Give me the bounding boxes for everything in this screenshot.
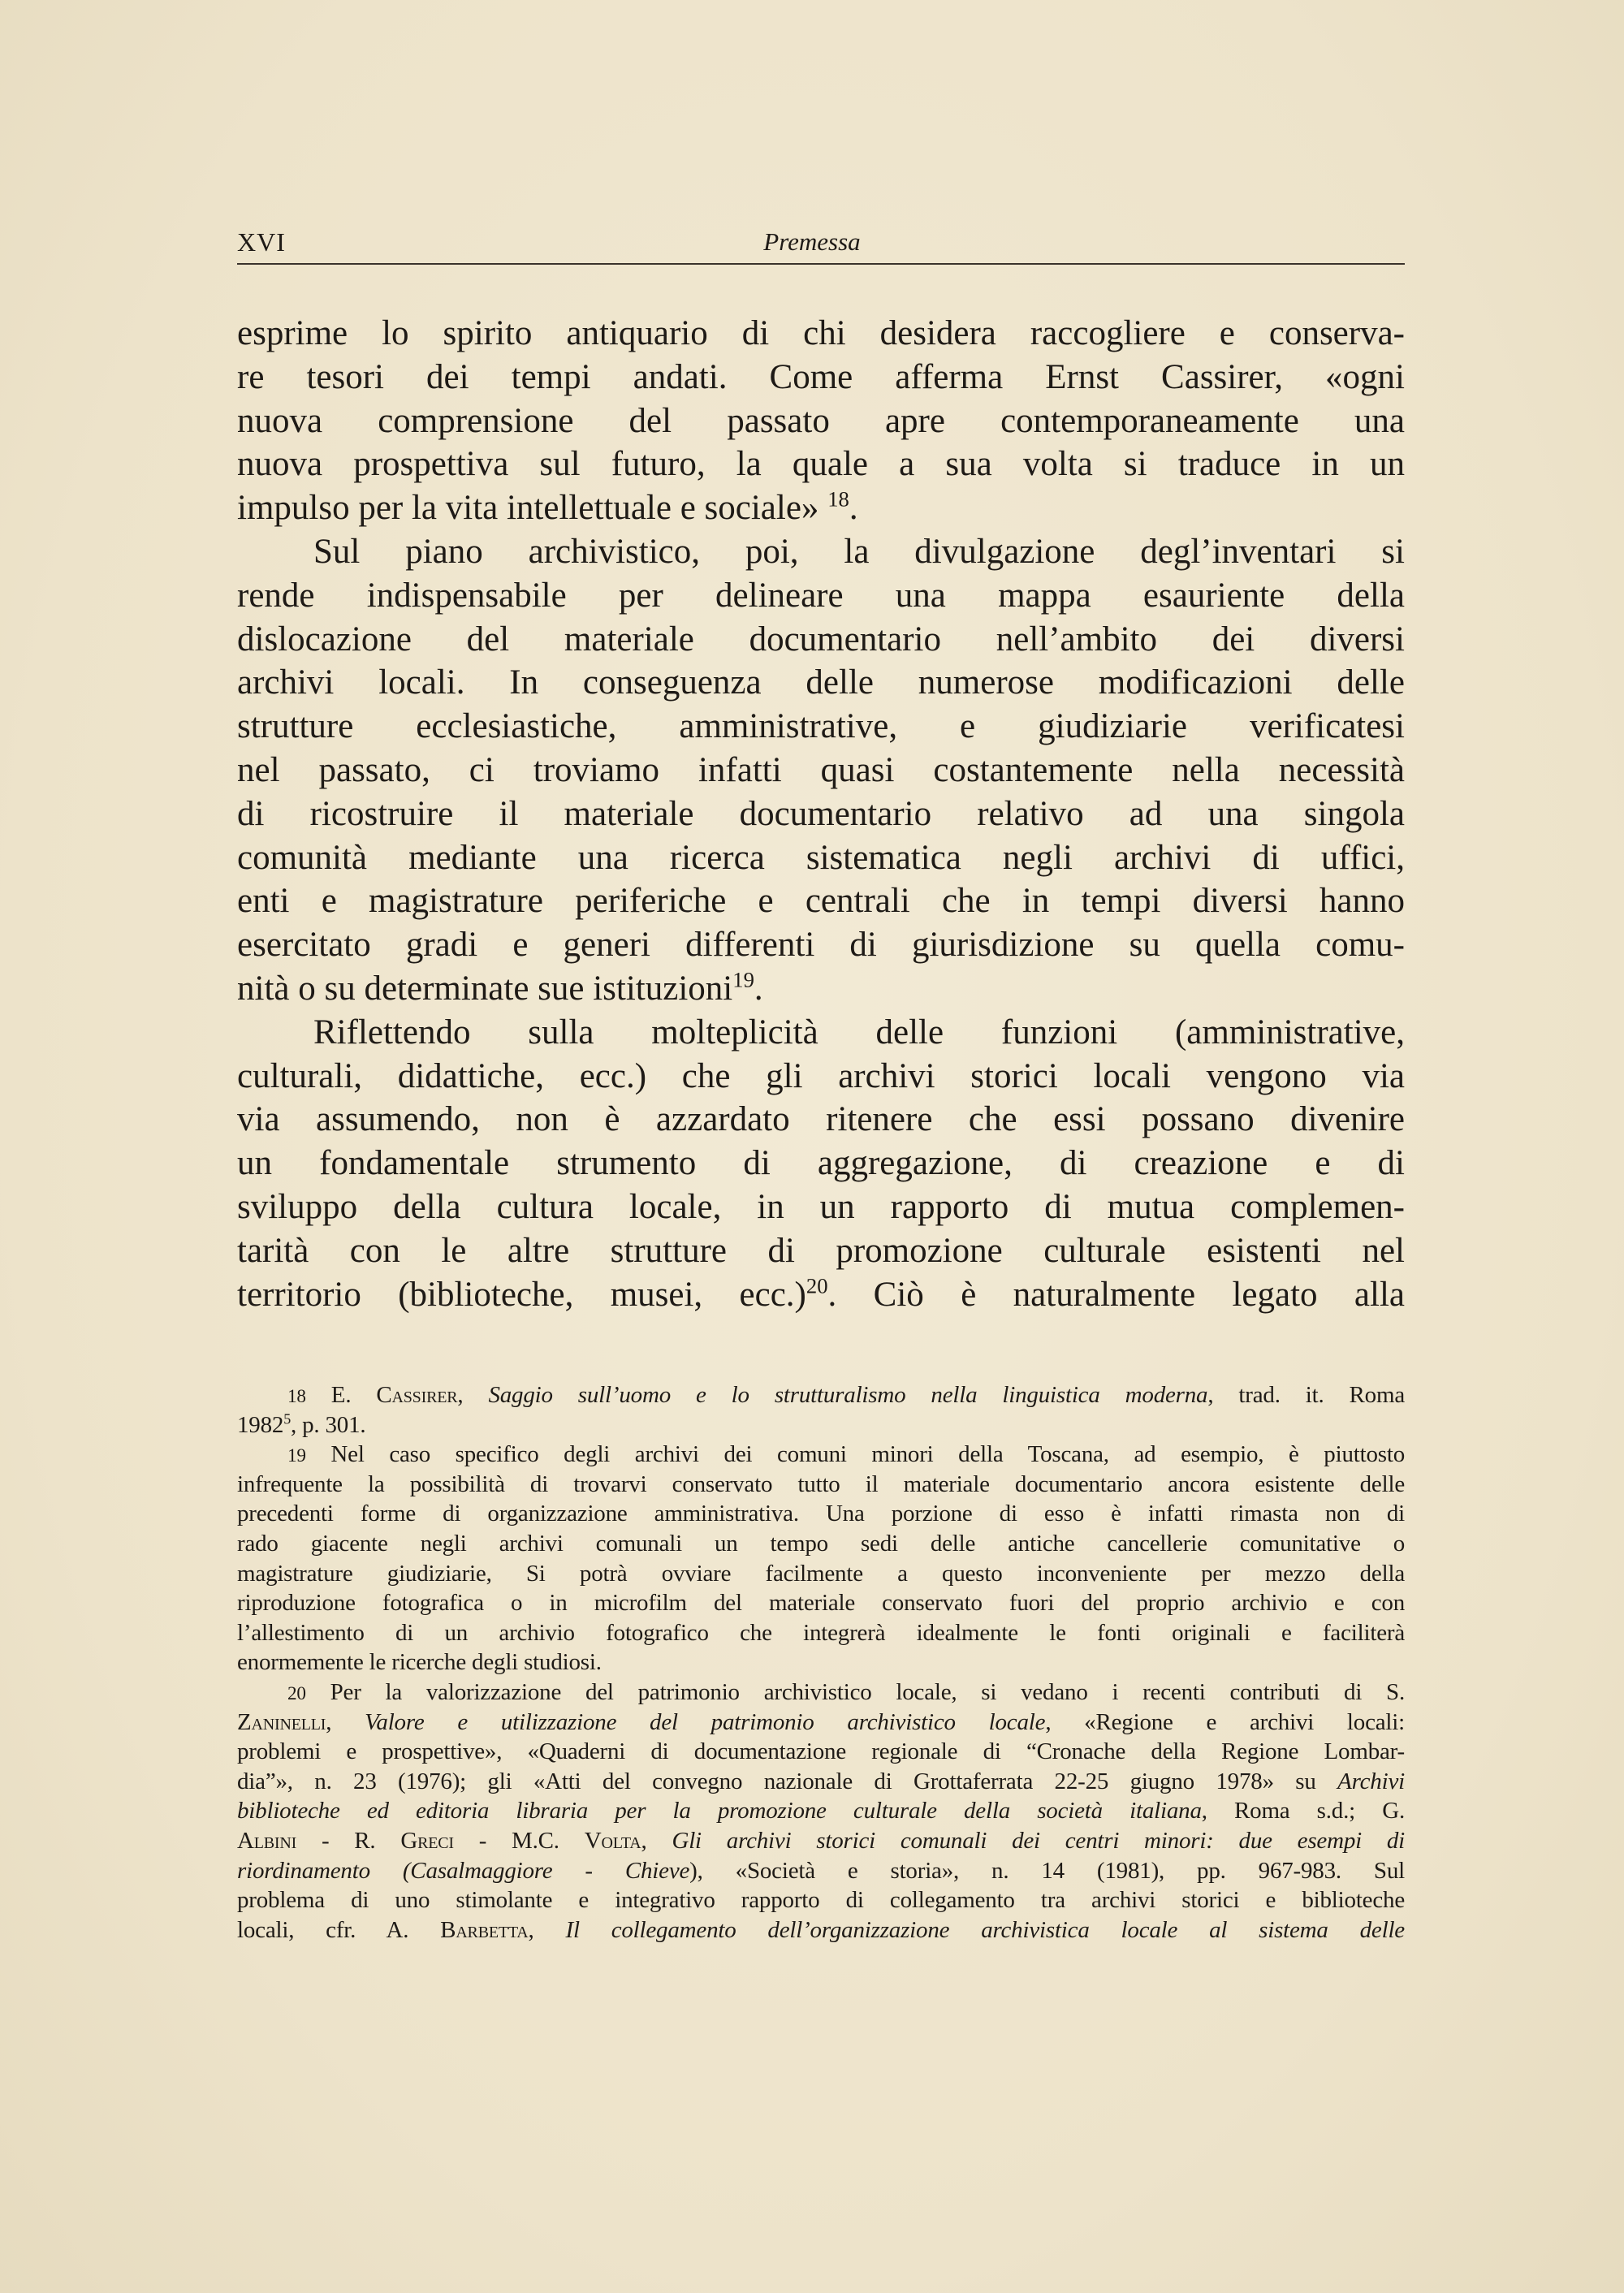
- body-line: [237, 1229, 1405, 1273]
- text-segment: problema di uno stimolante e integrativo rapporto di collegamento tra archivi storici e biblioteche: [237, 1887, 1405, 1914]
- footnote-line: [237, 1737, 1405, 1767]
- text-segment: strutture ecclesiastiche, amministrative, e giudiziarie verificatesi: [237, 707, 1405, 746]
- body-line: [237, 661, 1405, 705]
- body-line: [237, 312, 1405, 356]
- page-number: XVI: [237, 227, 286, 257]
- text-segment: enormemente le ricerche degli studiosi.: [237, 1649, 602, 1676]
- body-line: [237, 443, 1405, 486]
- footnote-line: [237, 1410, 1405, 1440]
- footnote-line: [237, 1885, 1405, 1915]
- body-line: [237, 749, 1405, 792]
- body-line: [237, 792, 1405, 836]
- italic-text: Archivi: [1337, 1768, 1405, 1794]
- italic-text: Valore e utilizzazione del patrimonio archivistico locale: [365, 1708, 1046, 1735]
- text-segment: via assumendo, non è azzardato ritenere che essi possano divenire: [237, 1100, 1405, 1139]
- body-line: [237, 574, 1405, 618]
- author-name: Albini: [237, 1828, 297, 1854]
- text-segment: , «Regione e archivi locali:: [1045, 1708, 1406, 1735]
- footnote-line: [237, 1678, 1405, 1709]
- footnote-line: [237, 1529, 1405, 1559]
- body-line: [237, 356, 1405, 399]
- text-segment: dislocazione del materiale documentario nell’ambito dei diversi: [237, 620, 1405, 659]
- text-segment: riproduzione fotografica o in microfilm del materiale conservato fuori del proprio archivio e con: [237, 1590, 1405, 1617]
- footnote-line: [237, 1559, 1405, 1589]
- text-segment: l’allestimento di un archivio fotografico che integrerà idealmente le fonti originali e faciliterà: [237, 1619, 1405, 1646]
- footnote-ref: 5: [283, 1410, 291, 1427]
- body-line: [237, 923, 1405, 967]
- footnote-ref: 20: [287, 1683, 306, 1704]
- text-segment: Per la valorizzazione del patrimonio archivistico locale, si vedano i recenti contributi di S.: [305, 1679, 1405, 1705]
- body-line: [237, 1142, 1405, 1185]
- italic-text: biblioteche ed editoria libraria per la promozione culturale della società italiana: [237, 1798, 1202, 1824]
- text-segment: nuova comprensione del passato apre contemporaneamente una: [237, 401, 1405, 440]
- text-segment: sviluppo della cultura locale, in un rapporto di mutua complemen-: [237, 1188, 1405, 1226]
- text-segment: - M.C.: [453, 1828, 585, 1854]
- body-line: [237, 1055, 1405, 1099]
- text-segment: , p. 301.: [291, 1411, 366, 1438]
- footnote-ref: 18: [827, 486, 849, 512]
- text-segment: di ricostruire il materiale documentario relativo ad una singola: [237, 794, 1405, 833]
- footnote-line: [237, 1380, 1405, 1412]
- author-name: Barbetta: [440, 1916, 529, 1943]
- text-segment: comunità mediante una ricerca sistematica negli archivi di uffici,: [237, 838, 1405, 877]
- text-segment: 1982: [237, 1411, 284, 1438]
- text-segment: .: [849, 489, 858, 528]
- italic-text: riordinamento (Casalmaggiore - Chieve: [237, 1857, 690, 1884]
- text-segment: esprime lo spirito antiquario di chi desidera raccogliere e conserva-: [237, 314, 1405, 352]
- body-line: [237, 1273, 1405, 1317]
- text-segment: nuova prospettiva sul futuro, la quale a sua volta si traduce in un: [237, 445, 1405, 484]
- body-line: [237, 618, 1405, 662]
- text-segment: nel passato, ci troviamo infatti quasi costantemente nella necessità: [237, 751, 1405, 789]
- text-segment: - R.: [296, 1828, 401, 1854]
- footnote-line: [237, 1796, 1405, 1826]
- text-segment: rende indispensabile per delineare una mappa esauriente della: [237, 576, 1405, 615]
- text-segment: impulso per la vita intellettuale e sociale»: [237, 489, 828, 528]
- body-line: [237, 1011, 1405, 1055]
- footnote-line: [237, 1499, 1405, 1529]
- footnote-ref: 19: [732, 967, 754, 992]
- footnote-line: [237, 1470, 1405, 1500]
- text-segment: Riflettendo sulla molteplicità delle funzioni (amministrative,: [313, 1013, 1405, 1051]
- body-line: [237, 1185, 1405, 1229]
- running-title: Premessa: [763, 227, 861, 256]
- body-line: [237, 836, 1405, 880]
- text-segment: un fondamentale strumento di aggregazione, di creazione e di: [237, 1144, 1405, 1183]
- text-segment: magistrature giudiziarie, Si potrà ovviare facilmente a questo inconveniente per mezzo della: [237, 1560, 1405, 1587]
- text-segment: Sul piano archivistico, poi, la divulgazione degl’inventari si: [313, 533, 1405, 571]
- text-segment: Nel caso specifico degli archivi dei comuni minori della Toscana, ad esempio, è piuttosto: [305, 1441, 1405, 1468]
- text-segment: , Roma s.d.; G.: [1201, 1798, 1406, 1824]
- body-line: [237, 705, 1405, 749]
- text-segment: ,: [641, 1828, 672, 1854]
- footnote-line: [237, 1588, 1405, 1618]
- author-name: Zaninelli: [237, 1708, 326, 1735]
- text-segment: . Ciò è naturalmente legato alla: [827, 1275, 1406, 1314]
- text-segment: problemi e prospettive», «Quaderni di documentazione regionale di “Cronache della Regione Lombar-: [237, 1738, 1405, 1765]
- italic-text: Il collegamento dell’organizzazione archivistica locale al sistema delle: [565, 1916, 1405, 1943]
- footnote-line: [237, 1826, 1405, 1856]
- author-name: Cassirer: [376, 1382, 458, 1408]
- text-segment: infrequente la possibilità di trovarvi conservato tutto il materiale documentario ancora esistente delle: [237, 1470, 1405, 1497]
- footnote-ref: 18: [287, 1386, 306, 1407]
- text-segment: re tesori dei tempi andati. Come afferma Ernst Cassirer, «ogni: [237, 357, 1405, 396]
- text-segment: enti e magistrature periferiche e centrali che in tempi diversi hanno: [237, 882, 1405, 921]
- text-segment: E.: [305, 1382, 377, 1408]
- text-segment: precedenti forme di organizzazione amministrativa. Una porzione di esso è infatti rimasta non di: [237, 1501, 1405, 1527]
- italic-text: Gli archivi storici comunali dei centri minori: due esempi di: [672, 1828, 1406, 1854]
- footnote-line: [237, 1647, 1405, 1678]
- text-segment: archivi locali. In conseguenza delle numerose modificazioni delle: [237, 663, 1405, 702]
- text-segment: ,: [457, 1382, 489, 1408]
- text-segment: culturali, didattiche, ecc.) che gli archivi storici locali vengono via: [237, 1056, 1405, 1095]
- header-rule: [237, 263, 1405, 265]
- footnote-ref: 20: [806, 1273, 828, 1298]
- text-segment: esercitato gradi e generi differenti di giurisdizione su quella comu-: [237, 926, 1405, 965]
- body-line: [237, 486, 1405, 530]
- italic-text: Saggio sull’uomo e lo strutturalismo nella linguistica moderna: [488, 1382, 1208, 1408]
- body-line: [237, 879, 1405, 923]
- body-line: [237, 967, 1405, 1011]
- text-segment: dia”», n. 23 (1976); gli «Atti del convegno nazionale di Grottaferrata 22-25 giugno 1978» su: [237, 1768, 1338, 1794]
- text-segment: , trad. it. Roma: [1207, 1382, 1405, 1408]
- footnote-ref: 19: [287, 1445, 306, 1467]
- body-line: [237, 530, 1405, 574]
- body-line: [237, 399, 1405, 443]
- footnote-line: [237, 1856, 1405, 1886]
- text-segment: ,: [326, 1708, 365, 1735]
- author-name: Volta: [584, 1828, 641, 1854]
- footnote-line: [237, 1440, 1405, 1471]
- text-segment: locali, cfr. A.: [237, 1916, 441, 1943]
- text-segment: ), «Società e storia», n. 14 (1981), pp. 967-983. Sul: [689, 1857, 1405, 1884]
- text-segment: territorio (biblioteche, musei, ecc.): [237, 1275, 806, 1314]
- footnote-line: [237, 1915, 1405, 1945]
- body-line: [237, 1098, 1405, 1142]
- footnote-line: [237, 1618, 1405, 1648]
- text-segment: rado giacente negli archivi comunali un tempo sedi delle antiche cancellerie comunitative o: [237, 1531, 1405, 1557]
- footnote-line: [237, 1708, 1405, 1738]
- text-segment: nità o su determinate sue istituzioni: [237, 969, 733, 1008]
- footnote-line: [237, 1767, 1405, 1797]
- text-segment: ,: [528, 1916, 566, 1943]
- text-segment: tarità con le altre strutture di promozione culturale esistenti nel: [237, 1231, 1405, 1270]
- author-name: Greci: [400, 1828, 454, 1854]
- text-segment: .: [754, 969, 763, 1008]
